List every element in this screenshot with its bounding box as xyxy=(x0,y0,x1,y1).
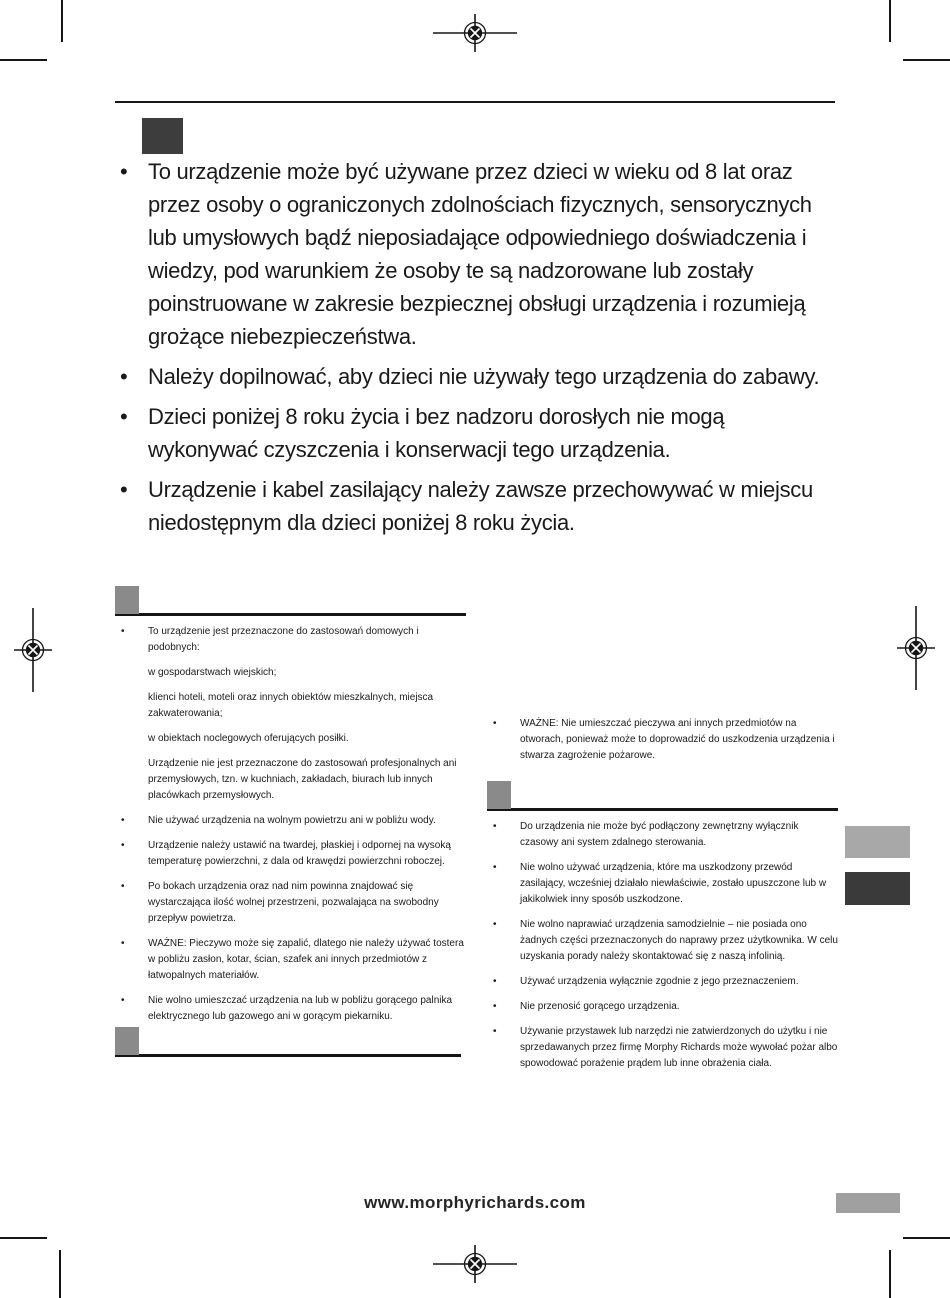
list-item xyxy=(487,716,838,764)
list-item-text: Urządzenie nie jest przeznaczone do zastosowań profesjonalnych ani przemysłowych, tzn. w kuchniach, zakładach, biurach lub innych placówkach przemysłowych. xyxy=(148,758,457,801)
page-edge-tab-light xyxy=(845,826,910,858)
safety-item-text: Urządzenie i kabel zasilający należy zawsze przechowywać w miejscu niedostępnym dla dzieci poniżej 8 roku życia. xyxy=(148,477,813,535)
list-item xyxy=(487,917,838,965)
list-item xyxy=(115,756,466,804)
list-item-text: WAŻNE: Pieczywo może się zapalić, dlatego nie należy używać tostera w pobliżu zasłon, kotar, ścian, szafek ani innych przedmiotów z łatwopalnych materiałów. xyxy=(148,938,464,981)
section-header xyxy=(115,583,466,616)
section-marker-square xyxy=(115,1027,139,1055)
child-safety-list xyxy=(118,155,838,546)
registration-mark-icon xyxy=(433,1243,517,1285)
safety-item xyxy=(118,155,838,353)
list-item-text: Nie wolno używać urządzenia, które ma uszkodzony przewód zasilający, wcześniej działało niewłaściwie, zostało upuszczone lub w jakikolwiek inny sposób uszkodzone. xyxy=(520,862,827,905)
list-item xyxy=(487,999,838,1015)
footer-brand-url: www.morphyrichards.com xyxy=(364,1193,586,1212)
list-item-text: Po bokach urządzenia oraz nad nim powinna znajdować się wystarczająca ilość wolnej przestrzeni, pozwalająca na swobodny przepływ powietrza. xyxy=(148,881,439,924)
left-column xyxy=(115,583,466,1034)
list-item-text: Nie wolno umieszczać urządzenia na lub w pobliżu gorącego palnika elektrycznego lub gazowego ani w gorącym piekarniku. xyxy=(148,995,453,1022)
list-item xyxy=(115,690,466,722)
list-item-text: Urządzenie należy ustawić na twardej, płaskiej i odpornej na wysoką temperaturę powierzchni, z dala od krawędzi powierzchni roboczej. xyxy=(148,840,451,867)
list-item-text: Nie wolno naprawiać urządzenia samodzielnie – nie posiada ono żadnych części przeznaczonych do naprawy przez użytkownika. W celu uzyskania porady należy skontaktować się z naszą infolinią. xyxy=(520,919,838,962)
top-divider xyxy=(115,101,835,103)
list-item-text: WAŻNE: Nie umieszczać pieczywa ani innych przedmiotów na otworach, ponieważ może to doprowadzić do uszkodzenia urządzenia i stwarza zagrożenie pożarowe. xyxy=(520,718,835,761)
crop-mark-top-right-v xyxy=(889,0,891,42)
safety-item xyxy=(118,360,838,393)
list-item xyxy=(115,731,466,747)
safety-item-text: Dzieci poniżej 8 roku życia i bez nadzoru dorosłych nie mogą wykonywać czyszczenia i konserwacji tego urządzenia. xyxy=(148,404,725,462)
crop-mark-top-left-v xyxy=(61,0,63,42)
list-item-text: Do urządzenia nie może być podłączony zewnętrzny wyłącznik czasowy ani system zdalnego sterowania. xyxy=(520,821,799,848)
section-header xyxy=(115,1024,461,1065)
crop-mark-bottom-left-h xyxy=(0,1237,47,1239)
safety-item-text: Należy dopilnować, aby dzieci nie używały tego urządzenia do zabawy. xyxy=(148,364,820,389)
list-item xyxy=(115,665,466,681)
list-item xyxy=(487,1024,838,1072)
list-item-text: Nie przenosić gorącego urządzenia. xyxy=(520,1001,680,1012)
crop-mark-bottom-right-h xyxy=(903,1237,950,1239)
list-item-text: Używanie przystawek lub narzędzi nie zatwierdzonych do użytku i nie sprzedawanych przez firmę Morphy Richards może wywołać pożar albo spowodować porażenie prądem lub inne obrażenia ciała. xyxy=(520,1026,838,1069)
list-item xyxy=(115,936,466,984)
crop-mark-top-right-h xyxy=(903,59,950,61)
list-item-text: w obiektach noclegowych oferujących posiłki. xyxy=(148,733,349,744)
safety-item xyxy=(118,473,838,539)
section-marker-square xyxy=(142,118,183,154)
crop-mark-bottom-right-v xyxy=(889,1250,891,1298)
registration-mark-icon xyxy=(12,608,54,692)
list-item-text: Nie używać urządzenia na wolnym powietrzu ani w pobliżu wody. xyxy=(148,815,436,826)
crop-mark-top-left-h xyxy=(0,59,47,61)
list-item xyxy=(115,813,466,829)
list-item xyxy=(487,860,838,908)
section-marker-square xyxy=(115,586,139,614)
list-item xyxy=(115,993,466,1025)
list-item-text: Używać urządzenia wyłącznie zgodnie z jego przeznaczeniem. xyxy=(520,976,799,987)
right-column xyxy=(487,716,838,1081)
safety-item xyxy=(118,400,838,466)
list-item xyxy=(115,838,466,870)
section-marker-square xyxy=(487,781,511,809)
safety-item-text: To urządzenie może być używane przez dzieci w wieku od 8 lat oraz przez osoby o ograniczonych zdolnościach fizycznych, sensorycznych lub umysłowych bądź nieposiadające odpowiedniego doświadczenia i wiedzy, pod warunkiem że osoby te są nadzorowane lub zostały poinstruowane w zakresie bezpiecznej obsługi urządzenia i rozumieją grożące niebezpieczeństwa. xyxy=(148,159,812,349)
crop-mark-bottom-left-v xyxy=(59,1250,61,1298)
section-header xyxy=(487,778,838,811)
page-edge-tab-dark xyxy=(845,872,910,905)
list-item xyxy=(115,624,466,656)
list-item xyxy=(487,819,838,851)
registration-mark-icon xyxy=(895,606,937,690)
list-item-text: w gospodarstwach wiejskich; xyxy=(148,667,277,678)
list-item-text: To urządzenie jest przeznaczone do zastosowań domowych i podobnych: xyxy=(148,626,419,653)
registration-mark-icon xyxy=(433,12,517,54)
list-item xyxy=(487,974,838,990)
list-item xyxy=(115,879,466,927)
list-item-text: klienci hoteli, moteli oraz innych obiektów mieszkalnych, miejsca zakwaterowania; xyxy=(148,692,434,719)
